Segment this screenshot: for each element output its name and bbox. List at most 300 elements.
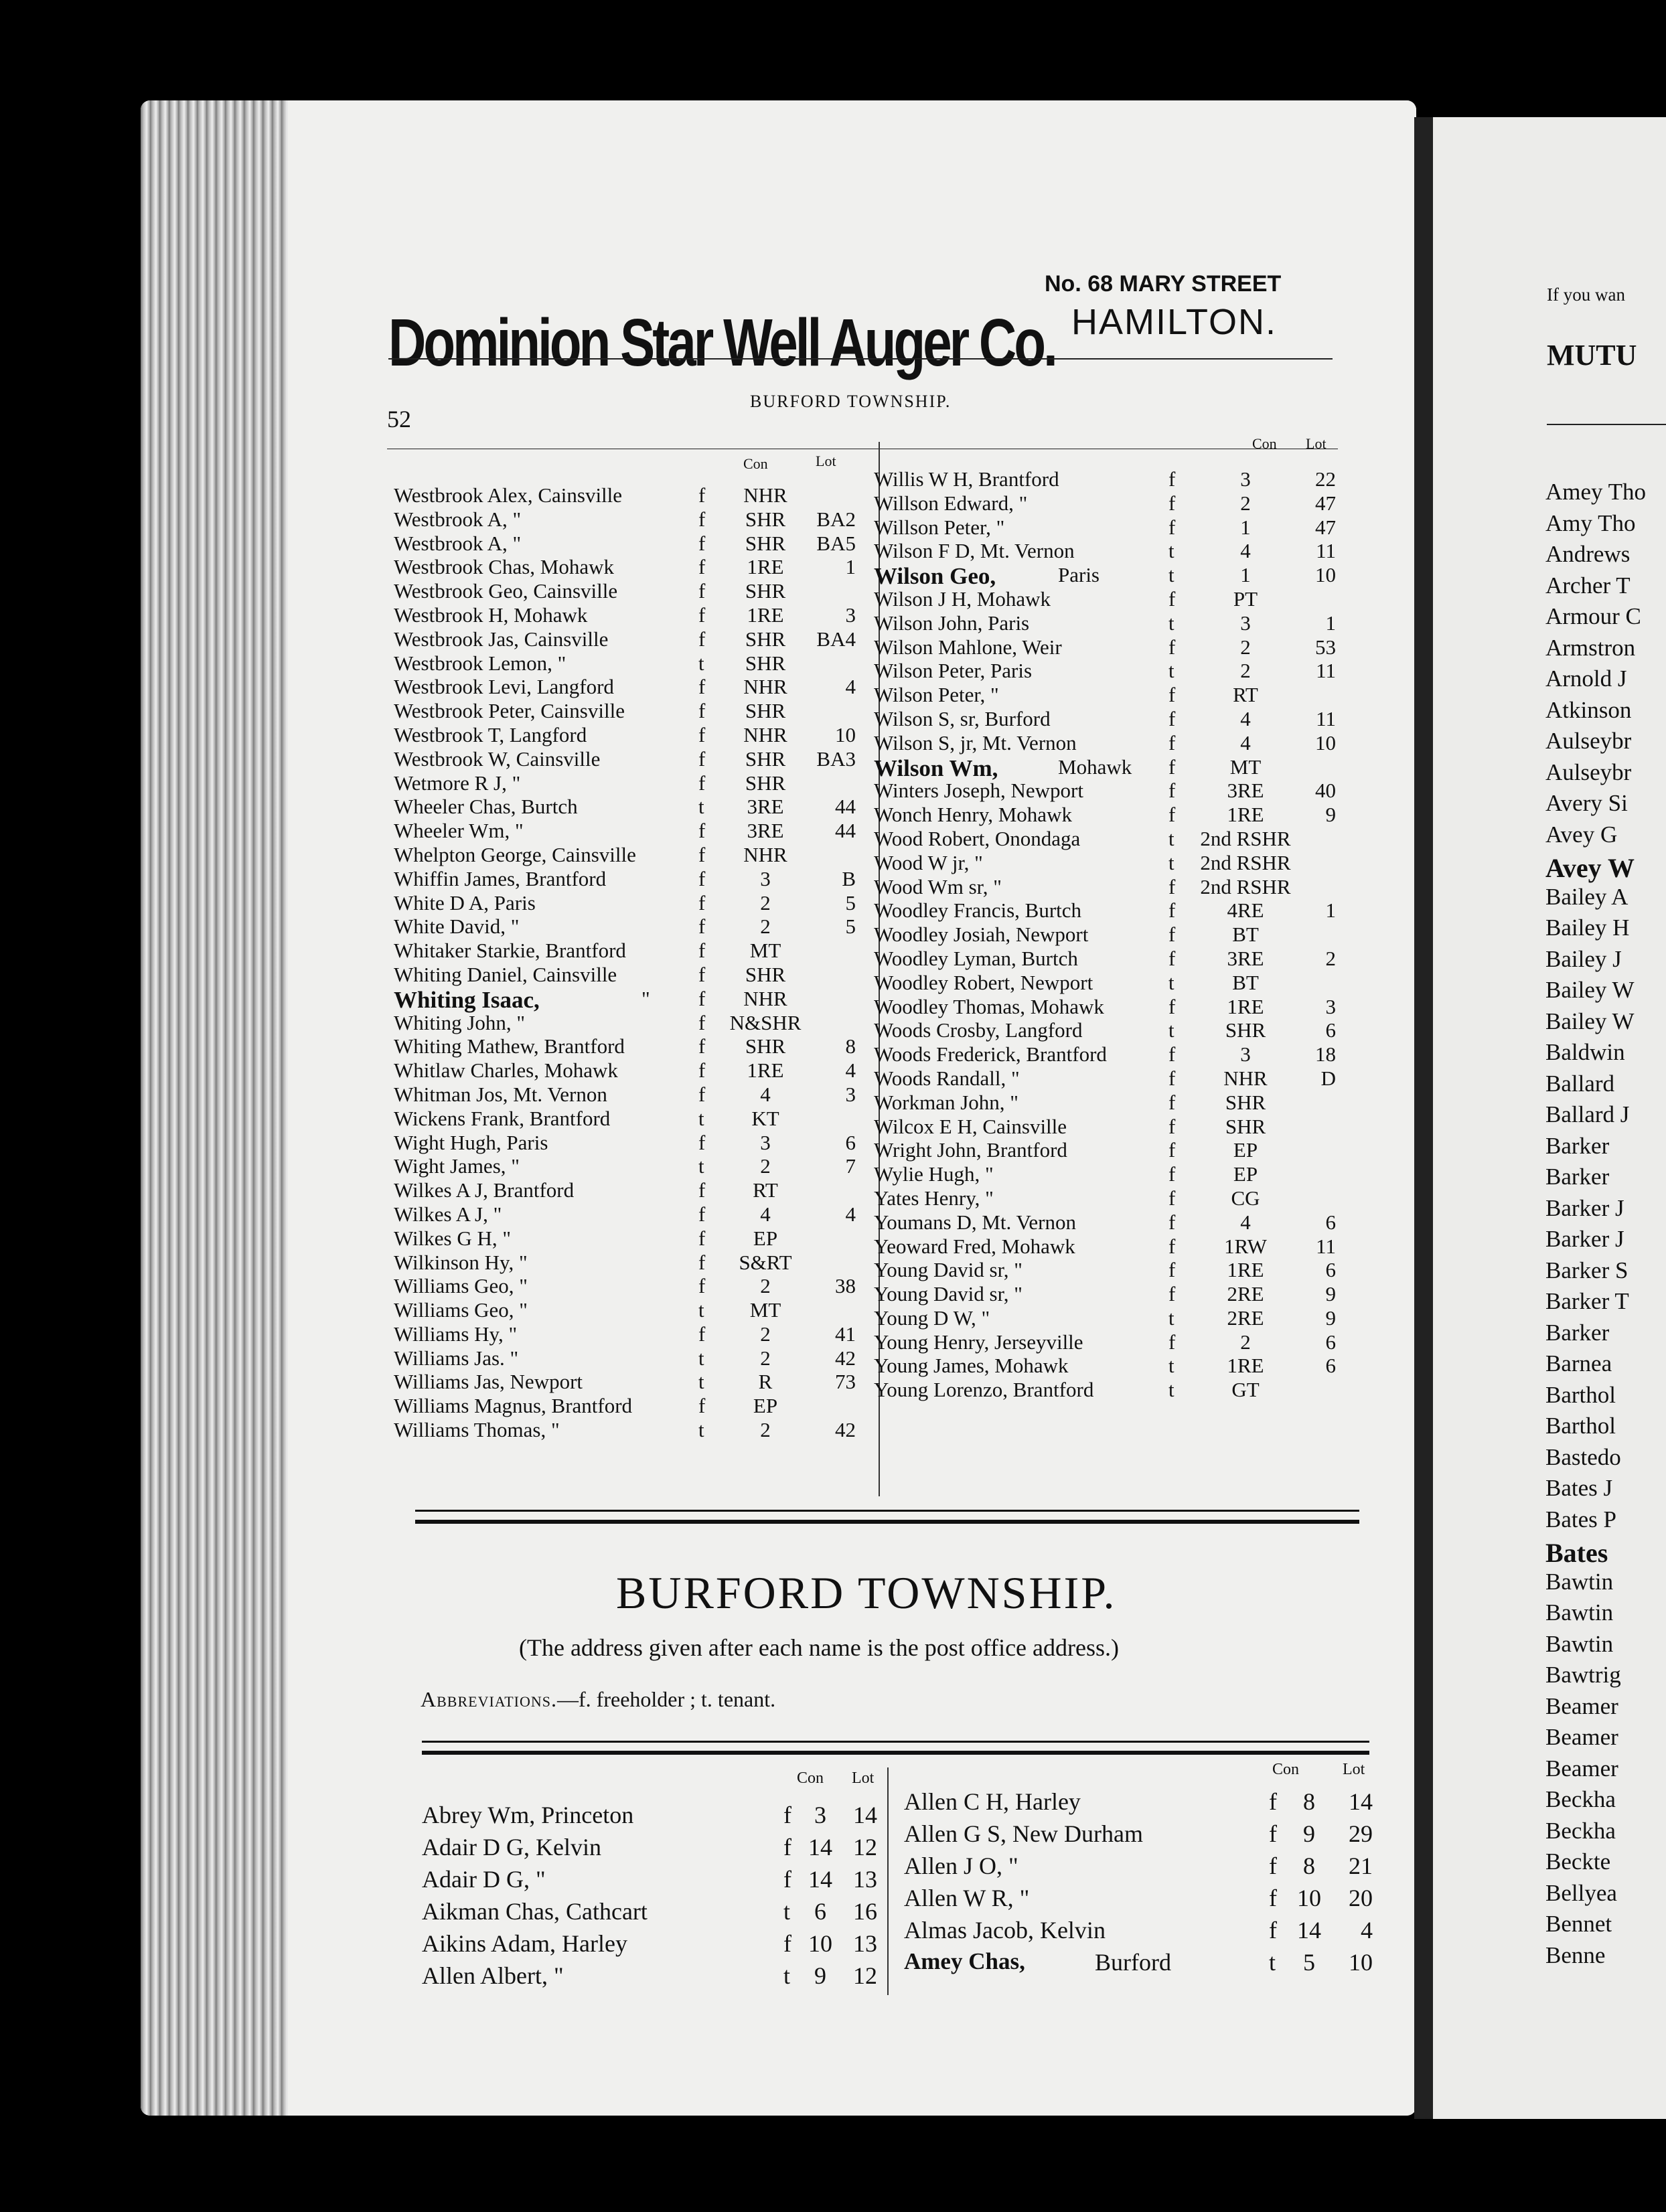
list-item: [394, 627, 879, 651]
entry-name: White D A, Paris: [394, 890, 536, 915]
list-item: [394, 1058, 879, 1083]
entry-tenure: t: [1168, 970, 1175, 994]
entry-name: Wood Wm sr, ": [874, 874, 1002, 898]
facing-name: Aulseybr: [1545, 728, 1632, 754]
list-item: [394, 1274, 879, 1298]
list-item: [422, 1897, 884, 1929]
entry-name: Westbrook A, ": [394, 507, 522, 531]
entry-name: Wilson Peter, Paris: [874, 659, 1033, 683]
entry-con: 5: [1303, 1949, 1315, 1976]
entry-con: 2: [760, 1274, 771, 1298]
entry-lot: 3: [845, 1082, 856, 1106]
entry-lot: BA5: [816, 531, 856, 555]
entry-con: KT: [751, 1106, 779, 1130]
entry-tenure: f: [698, 1082, 706, 1106]
entry-lot: 4: [1361, 1917, 1373, 1944]
list-item: [874, 1282, 1363, 1306]
entry-con: 1RE: [1227, 1354, 1264, 1378]
entry-lot: 42: [835, 1418, 856, 1442]
entry-lot: 47: [1315, 491, 1336, 515]
entry-lot: 40: [1315, 779, 1336, 803]
section-note: (The address given after each name is the post office address.): [519, 1634, 1119, 1661]
entry-name: Wilson Geo,: [874, 563, 996, 590]
entry-lot: 1: [1325, 611, 1336, 635]
list-item: [874, 635, 1363, 659]
entry-name: Young David sr, ": [874, 1282, 1023, 1306]
facing-name: Bates P: [1545, 1506, 1616, 1532]
entry-name: Almas Jacob, Kelvin: [904, 1917, 1106, 1944]
entry-name: Allen Albert, ": [422, 1962, 564, 1989]
entry-con: SHR: [745, 746, 786, 771]
entry-lot: 6: [1325, 1210, 1336, 1234]
entry-name: Young D W, ": [874, 1306, 990, 1330]
entry-tenure: f: [698, 579, 706, 603]
entry-tenure: t: [1168, 1306, 1175, 1330]
entry-tenure: f: [1269, 1917, 1277, 1944]
entry-lot: 29: [1349, 1820, 1373, 1847]
entry-tenure: f: [1168, 683, 1176, 707]
entry-name: Williams Magnus, Brantford: [394, 1394, 633, 1418]
facing-name: Beckha: [1545, 1786, 1616, 1812]
facing-name: Barker J: [1545, 1226, 1624, 1252]
entry-lot: 44: [835, 819, 856, 843]
entry-con: EP: [753, 1226, 778, 1250]
entry-con: 3RE: [1227, 946, 1264, 970]
entry-lot: 7: [845, 1154, 856, 1178]
entry-tenure: f: [783, 1866, 791, 1893]
entry-tenure: f: [1168, 1210, 1176, 1234]
entry-name: Wilkinson Hy, ": [394, 1250, 528, 1274]
entry-lot: 1: [1325, 898, 1336, 923]
list-item: [874, 1042, 1363, 1066]
entry-lot: 47: [1315, 515, 1336, 539]
entry-con: BT: [1232, 923, 1259, 947]
entry-name: Youmans D, Mt. Vernon: [874, 1210, 1077, 1234]
entry-lot: 6: [1325, 1018, 1336, 1042]
entry-con: 1RE: [1227, 803, 1264, 827]
entry-con: MT: [749, 1298, 781, 1322]
entry-name: Woods Crosby, Langford: [874, 1018, 1083, 1042]
entry-tenure: t: [1168, 659, 1175, 683]
facing-name: Avey G: [1545, 821, 1618, 848]
list-item: [874, 707, 1363, 731]
entry-name: Wylie Hugh, ": [874, 1162, 994, 1186]
list-item: [394, 1131, 879, 1155]
entry-con: NHR: [743, 986, 787, 1010]
entry-con: 1: [1240, 563, 1251, 587]
entry-tenure: t: [698, 1370, 704, 1394]
entry-con: SHR: [1225, 1114, 1266, 1138]
entry-name: Wilson S, sr, Burford: [874, 706, 1051, 730]
entry-name: Westbrook Lemon, ": [394, 651, 566, 675]
entry-name: Woods Frederick, Brantford: [874, 1042, 1107, 1066]
facing-name: Bawtrig: [1545, 1662, 1621, 1688]
list-item: [874, 587, 1363, 611]
entry-con: SHR: [745, 627, 786, 651]
entry-tenure: f: [1168, 803, 1176, 827]
burford-con-left: Con: [797, 1769, 824, 1787]
entry-name: Williams Thomas, ": [394, 1418, 560, 1442]
entry-con: SHR: [745, 579, 786, 603]
list-item: [394, 507, 879, 532]
entry-lot: 9: [1325, 1282, 1336, 1306]
entry-con: 3: [1240, 611, 1251, 635]
entry-con: CG: [1231, 1186, 1260, 1210]
list-item: [394, 1107, 879, 1131]
list-item: [874, 1330, 1363, 1354]
entry-con: RT: [753, 1178, 778, 1202]
entry-name: Young David sr, ": [874, 1258, 1023, 1282]
facing-name: Beamer: [1545, 1755, 1618, 1782]
entry-tenure: t: [1168, 826, 1175, 850]
entry-lot: 12: [853, 1834, 877, 1861]
entry-name: Whiting Isaac,: [394, 986, 540, 1013]
entry-con: SHR: [745, 962, 786, 986]
entry-lot: 12: [853, 1962, 877, 1989]
facing-name: Barker: [1545, 1164, 1610, 1190]
entry-tenure: f: [1168, 1114, 1176, 1138]
burford-lot-left: Lot: [852, 1769, 875, 1787]
entry-name: Whitlaw Charles, Mohawk: [394, 1058, 618, 1083]
entry-tenure: f: [1168, 706, 1176, 730]
entry-con: 14: [1297, 1917, 1321, 1944]
list-item: [874, 898, 1363, 923]
entry-tenure: f: [1168, 635, 1176, 659]
entry-lot: 3: [845, 603, 856, 627]
entry-name: Whiffin James, Brantford: [394, 866, 607, 890]
entry-con: BT: [1232, 970, 1259, 994]
entry-con: 9: [1303, 1820, 1315, 1847]
col-header-con-right: Con: [1252, 435, 1277, 452]
entry-tenure: t: [1168, 1354, 1175, 1378]
entry-tenure: f: [698, 627, 706, 651]
entry-tenure: f: [1168, 874, 1176, 898]
entry-con: 10: [1297, 1885, 1321, 1911]
list-item: [394, 651, 879, 676]
list-item: [874, 875, 1363, 899]
entry-con: S&RT: [739, 1250, 792, 1274]
list-item: [874, 755, 1363, 779]
facing-page: [1433, 117, 1666, 2119]
facing-name: Avey W: [1545, 853, 1635, 883]
entry-tenure: f: [698, 1178, 706, 1202]
facing-name: Bennet: [1545, 1911, 1612, 1937]
list-item: [874, 491, 1363, 516]
entry-name: Westbrook H, Mohawk: [394, 603, 588, 627]
entry-name: Wilkes G H, ": [394, 1226, 511, 1250]
entry-lot: 6: [1325, 1354, 1336, 1378]
entry-tenure: f: [1269, 1788, 1277, 1815]
entry-tenure: f: [1168, 898, 1176, 923]
entry-name: Westbrook A, ": [394, 531, 522, 555]
entry-name: Westbrook Alex, Cainsville: [394, 483, 623, 507]
entry-tenure: f: [1168, 946, 1176, 970]
entry-con: MT: [749, 939, 781, 963]
entry-lot: 10: [1315, 563, 1336, 587]
list-item: [394, 1251, 879, 1275]
list-item: [422, 1833, 884, 1865]
facing-name: Amey Tho: [1545, 479, 1647, 505]
entry-lot: 3: [1325, 994, 1336, 1018]
facing-name: Armour C: [1545, 603, 1641, 629]
entry-name: Yeoward Fred, Mohawk: [874, 1234, 1075, 1258]
advert-city: HAMILTON.: [1071, 302, 1278, 342]
facing-header: If you wan: [1547, 285, 1625, 305]
entry-con: 4: [1240, 730, 1251, 755]
entry-name: Allen W R, ": [904, 1885, 1030, 1911]
facing-name: Barnea: [1545, 1350, 1612, 1376]
advert-company: Dominion Star Well Auger Co.: [388, 305, 1055, 380]
entry-name: Young Henry, Jerseyville: [874, 1330, 1083, 1354]
entry-name: Yates Henry, ": [874, 1186, 994, 1210]
entry-lot: 41: [835, 1322, 856, 1346]
entry-name: Adair D G, Kelvin: [422, 1834, 601, 1861]
entry-tenure: f: [698, 1202, 706, 1226]
entry-tenure: f: [698, 1130, 706, 1154]
entry-tenure: t: [1168, 1378, 1175, 1402]
facing-name: Arnold J: [1545, 665, 1627, 692]
list-item: [874, 659, 1363, 683]
entry-tenure: f: [1168, 755, 1176, 779]
facing-name: Beamer: [1545, 1724, 1618, 1750]
entry-lot: 1: [845, 555, 856, 579]
entry-tenure: t: [783, 1898, 791, 1925]
entry-lot: 14: [1349, 1788, 1373, 1815]
book-gutter: [1414, 117, 1434, 2119]
burford-lot-right: Lot: [1343, 1761, 1365, 1778]
facing-name: Bawtin: [1545, 1599, 1614, 1626]
list-item: [394, 915, 879, 939]
entry-name: Abrey Wm, Princeton: [422, 1802, 634, 1828]
entry-tenure: f: [1168, 994, 1176, 1018]
entry-tenure: f: [698, 746, 706, 771]
entry-name: Woodley Josiah, Newport: [874, 923, 1089, 947]
list-item: [874, 1306, 1363, 1330]
facing-name: Beckha: [1545, 1817, 1616, 1844]
col-header-con-left: Con: [743, 455, 768, 472]
entry-name: Wickens Frank, Brantford: [394, 1106, 611, 1130]
entry-lot: 4: [845, 1202, 856, 1226]
entry-name: Westbrook Peter, Cainsville: [394, 699, 625, 723]
entry-name: Wood W jr, ": [874, 850, 983, 874]
facing-name: Archer T: [1545, 572, 1631, 599]
entry-name: Whitman Jos, Mt. Vernon: [394, 1082, 607, 1106]
running-head: BURFORD TOWNSHIP.: [750, 392, 952, 411]
list-item: [904, 1852, 1373, 1884]
entry-name: Allen C H, Harley: [904, 1788, 1081, 1815]
list-item: [394, 555, 879, 579]
directory-right-column: [874, 467, 1363, 1402]
list-item: [394, 795, 879, 819]
section-double-rule: [415, 1510, 1359, 1524]
list-item: [394, 723, 879, 747]
list-item: [394, 1034, 879, 1058]
list-item: [394, 987, 879, 1011]
list-item: [874, 467, 1363, 491]
entry-con: SHR: [1225, 1018, 1266, 1042]
list-item: [394, 1370, 879, 1394]
facing-name: Barker: [1545, 1132, 1610, 1159]
facing-name: Amy Tho: [1545, 509, 1636, 536]
entry-name: Wilson John, Paris: [874, 611, 1030, 635]
entry-name: Willson Peter, ": [874, 515, 1005, 539]
entry-con: NHR: [743, 483, 787, 507]
entry-name: Workman John, ": [874, 1090, 1018, 1114]
list-item: [904, 1884, 1373, 1916]
list-item: [394, 891, 879, 915]
entry-tenure: f: [783, 1834, 791, 1861]
abbreviations: [421, 1687, 775, 1712]
entry-tenure: f: [698, 483, 706, 507]
entry-lot: 9: [1325, 803, 1336, 827]
entry-tenure: f: [698, 507, 706, 531]
entry-tenure: t: [698, 795, 704, 819]
list-item: [394, 603, 879, 627]
entry-lot: 21: [1349, 1852, 1373, 1879]
entry-lot: 20: [1349, 1885, 1373, 1911]
entry-con: 2: [760, 890, 771, 915]
entry-tenure: f: [1168, 467, 1176, 491]
entry-lot: 4: [845, 1058, 856, 1083]
entry-tenure: f: [698, 699, 706, 723]
facing-name: Bailey J: [1545, 945, 1622, 972]
entry-name: Whiting Daniel, Cainsville: [394, 962, 617, 986]
entry-tenure: f: [698, 1226, 706, 1250]
directory-left-column: [394, 483, 879, 1442]
facing-name: Barker S: [1545, 1257, 1629, 1283]
entry-lot: 10: [835, 722, 856, 746]
entry-tenure: f: [1168, 1330, 1176, 1354]
entry-name: Wilkes A J, Brantford: [394, 1178, 575, 1202]
entry-tenure: t: [1168, 850, 1175, 874]
entry-lot: 2: [1325, 946, 1336, 970]
list-item: [394, 1227, 879, 1251]
entry-name: Amey Chas,: [904, 1948, 1025, 1974]
facing-name: Atkinson: [1545, 696, 1632, 723]
entry-lot: 6: [1325, 1258, 1336, 1282]
entry-con: 3: [1240, 1042, 1251, 1066]
entry-lot: 9: [1325, 1306, 1336, 1330]
entry-con: 3RE: [1227, 779, 1264, 803]
entry-lot: 8: [845, 1034, 856, 1058]
entry-tenure: f: [698, 962, 706, 986]
burford-divider: [887, 1767, 889, 1995]
entry-name: Whiting John, ": [394, 1010, 526, 1034]
entry-name: Wonch Henry, Mohawk: [874, 803, 1072, 827]
entry-name: Wilson Mahlone, Weir: [874, 635, 1062, 659]
entry-name: Westbrook Geo, Cainsville: [394, 579, 618, 603]
entry-lot: 13: [853, 1866, 877, 1893]
entry-name: Woodley Lyman, Burtch: [874, 946, 1078, 970]
list-item: [394, 939, 879, 963]
entry-con: 4: [760, 1082, 771, 1106]
entry-con: 4: [1240, 539, 1251, 563]
entry-con: 2nd RSHR: [1200, 874, 1291, 898]
list-item: [874, 1162, 1363, 1186]
entry-tenure: f: [698, 1034, 706, 1058]
entry-con: 2: [760, 1322, 771, 1346]
list-item: [874, 779, 1363, 803]
entry-tenure: f: [783, 1930, 791, 1957]
entry-con: 2: [760, 915, 771, 939]
entry-name: Wilson Peter, ": [874, 683, 999, 707]
entry-name: Wright John, Brantford: [874, 1138, 1067, 1162]
list-item: [394, 1394, 879, 1418]
entry-ditto: ": [641, 986, 650, 1010]
entry-con: 1RE: [1227, 1258, 1264, 1282]
entry-tenure: f: [783, 1802, 791, 1828]
entry-con: 1RW: [1224, 1234, 1267, 1258]
entry-con: SHR: [745, 771, 786, 795]
entry-name: Willson Edward, ": [874, 491, 1028, 515]
entry-lot: 18: [1315, 1042, 1336, 1066]
facing-name: Beamer: [1545, 1692, 1618, 1719]
entry-con: 9: [814, 1962, 826, 1989]
list-item: [394, 675, 879, 699]
entry-address: Mohawk: [1058, 755, 1132, 779]
entry-con: SHR: [1225, 1090, 1266, 1114]
entry-name: Westbrook Levi, Langford: [394, 675, 614, 699]
facing-name: Bawtin: [1545, 1568, 1614, 1595]
entry-name: Winters Joseph, Newport: [874, 779, 1083, 803]
list-item: [394, 1322, 879, 1346]
entry-con: 10: [808, 1930, 832, 1957]
entry-con: SHR: [745, 531, 786, 555]
facing-name: Barker: [1545, 1319, 1610, 1346]
entry-con: 2RE: [1227, 1282, 1264, 1306]
entry-tenure: f: [1168, 515, 1176, 539]
entry-name: Woods Randall, ": [874, 1066, 1020, 1090]
entry-lot: 38: [835, 1274, 856, 1298]
entry-tenure: f: [698, 1058, 706, 1083]
entry-name: Williams Jas, Newport: [394, 1370, 583, 1394]
list-item: [904, 1948, 1373, 1980]
entry-tenure: f: [1168, 1042, 1176, 1066]
list-item: [394, 1178, 879, 1202]
facing-name: Andrews: [1545, 541, 1631, 567]
entry-con: 6: [814, 1898, 826, 1925]
list-item: [874, 611, 1363, 635]
entry-tenure: f: [698, 675, 706, 699]
entry-con: 1RE: [747, 555, 784, 579]
facing-name-list: [1545, 479, 1646, 1973]
entry-tenure: f: [698, 771, 706, 795]
entry-con: SHR: [745, 1034, 786, 1058]
entry-name: Whitaker Starkie, Brantford: [394, 939, 626, 963]
entry-lot: 11: [1316, 1234, 1336, 1258]
entry-lot: 73: [835, 1370, 856, 1394]
entry-con: NHR: [743, 722, 787, 746]
facing-name: Barker T: [1545, 1288, 1629, 1314]
col-header-lot-right: Lot: [1306, 435, 1327, 452]
entry-name: Wheeler Wm, ": [394, 819, 524, 843]
entry-tenure: f: [698, 939, 706, 963]
list-item: [874, 1018, 1363, 1042]
entry-con: SHR: [745, 507, 786, 531]
list-item: [394, 579, 879, 603]
entry-name: Westbrook Jas, Cainsville: [394, 627, 609, 651]
entry-tenure: t: [698, 1418, 704, 1442]
entry-con: 3RE: [747, 795, 784, 819]
facing-name: Bailey W: [1545, 977, 1635, 1003]
entry-con: 1RE: [747, 1058, 784, 1083]
list-item: [874, 923, 1363, 947]
entry-tenure: f: [1168, 1282, 1176, 1306]
entry-lot: 4: [845, 675, 856, 699]
list-item: [394, 843, 879, 867]
entry-tenure: t: [698, 1346, 704, 1370]
entry-lot: 13: [853, 1930, 877, 1957]
